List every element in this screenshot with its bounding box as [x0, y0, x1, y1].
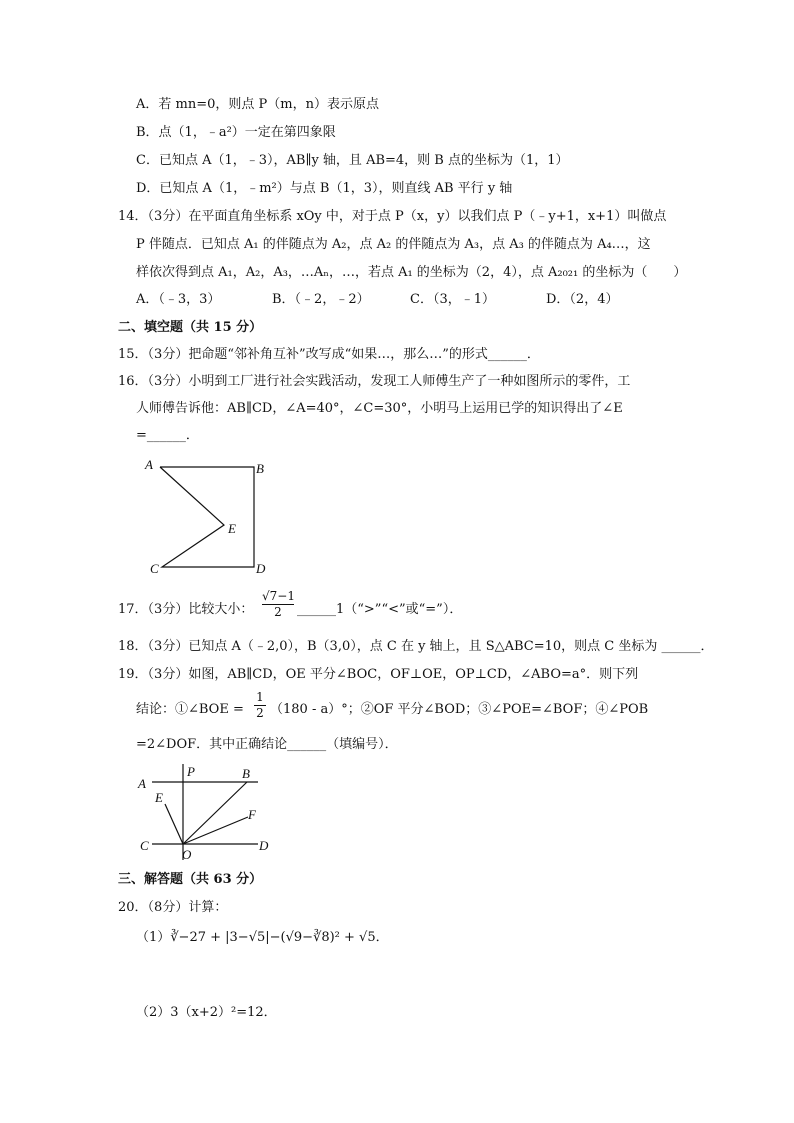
q17-suffix: ______1（“>”“<”或“=”）． — [297, 602, 463, 617]
section-3-heading: 三、解答题（共 63 分） — [118, 872, 263, 887]
q16-line-1: 16．（3分）小明到工厂进行社会实践活动，发现工人师傅生产了一种如图所示的零件，工 — [118, 374, 631, 389]
q16-label-d: D — [256, 561, 266, 576]
q14-line-2: P 伴随点．已知点 A₁ 的伴随点为 A₂，点 A₂ 的伴随点为 A₃，点 A₃ 的伴随点为 A₄…，这 — [136, 237, 651, 252]
q14-line-3: 样依次得到点 A₁，A₂，A₃，…Aₙ，…，若点 A₁ 的坐标为（2，4），点 A₂₀₂₁ 的坐标为（ ） — [136, 265, 687, 280]
q19-label-d: D — [259, 838, 269, 853]
q14-option-a: A．（﹣3，3） — [136, 292, 221, 307]
q19-label-f: F — [248, 807, 256, 822]
q19-line-2-suffix: （180 - a）°；②OF 平分∠BOD；③∠POE=∠BOF；④∠POB — [270, 702, 649, 717]
q19-line-3: =2∠DOF．其中正确结论______（填编号）． — [136, 737, 398, 752]
q16-label-b: B — [256, 461, 264, 476]
q16-figure — [140, 455, 280, 580]
q20-part-1: （1）∛−27 + |3−√5|−(√9−∛8)² + √5． — [136, 930, 389, 945]
q19-label-o: O — [182, 847, 192, 862]
q18: 18．（3分）已知点 A（﹣2,0），B（3,0），点 C 在 y 轴上，且 S△ABC=10，则点 C 坐标为 ______． — [118, 639, 714, 654]
q20-part-2: （2）3（x+2）²=12． — [136, 1005, 277, 1020]
q13-option-a: A．若 mn=0，则点 P（m，n）表示原点 — [136, 97, 379, 112]
q19-line-1: 19．（3分）如图，AB∥CD，OE 平分∠BOC，OF⊥OE，OP⊥CD，∠ABO=a°．则下列 — [118, 667, 639, 682]
q19-label-p: P — [187, 764, 195, 779]
q13-option-c: C．已知点 A（1，﹣3），AB∥y 轴，且 AB=4，则 B 点的坐标为（1，1） — [136, 153, 569, 168]
q17-prefix: 17．（3分）比较大小： — [118, 602, 254, 617]
q15: 15．（3分）把命题“邻补角互补”改写成“如果…，那么…”的形式______． — [118, 347, 540, 362]
q14-option-c: C．（3，﹣1） — [410, 292, 495, 307]
q19-line-2-prefix: 结论：①∠BOE = — [136, 702, 244, 717]
q17-fraction-numerator: √7−1 — [262, 589, 295, 603]
q19-figure — [135, 762, 275, 867]
q19-fraction-numerator: 1 — [254, 690, 266, 706]
q20: 20．（8分）计算： — [118, 900, 228, 915]
q17-fraction-denominator: 2 — [274, 605, 282, 619]
q13-option-b: B．点（1，﹣a²）一定在第四象限 — [136, 125, 336, 140]
q19-label-b: B — [242, 766, 250, 781]
q14-line-1: 14．（3分）在平面直角坐标系 xOy 中，对于点 P（x，y）以我们点 P（﹣y+1，x+1）叫做点 — [118, 209, 667, 224]
q14-option-b: B．（﹣2，﹣2） — [272, 292, 370, 307]
section-2-heading: 二、填空题（共 15 分） — [118, 320, 263, 335]
q16-line-2: 人师傅告诉他：AB∥CD，∠A=40°，∠C=30°，小明马上运用已学的知识得出了∠E — [136, 401, 623, 416]
q19-fraction-denominator: 2 — [256, 706, 264, 720]
q14-option-d: D．（2，4） — [546, 292, 619, 307]
q13-option-d: D．已知点 A（1，﹣m²）与点 B（1，3），则直线 AB 平行 y 轴 — [136, 181, 513, 196]
q19-label-c: C — [140, 838, 149, 853]
q17-fraction — [262, 589, 294, 620]
q16-label-a: A — [145, 457, 153, 472]
q16-line-3: =______． — [136, 428, 199, 443]
q16-label-c: C — [150, 561, 159, 576]
q19-fraction — [254, 690, 266, 721]
q19-label-e: E — [155, 790, 163, 805]
q19-label-a: A — [138, 776, 146, 791]
q16-label-e: E — [228, 521, 236, 536]
